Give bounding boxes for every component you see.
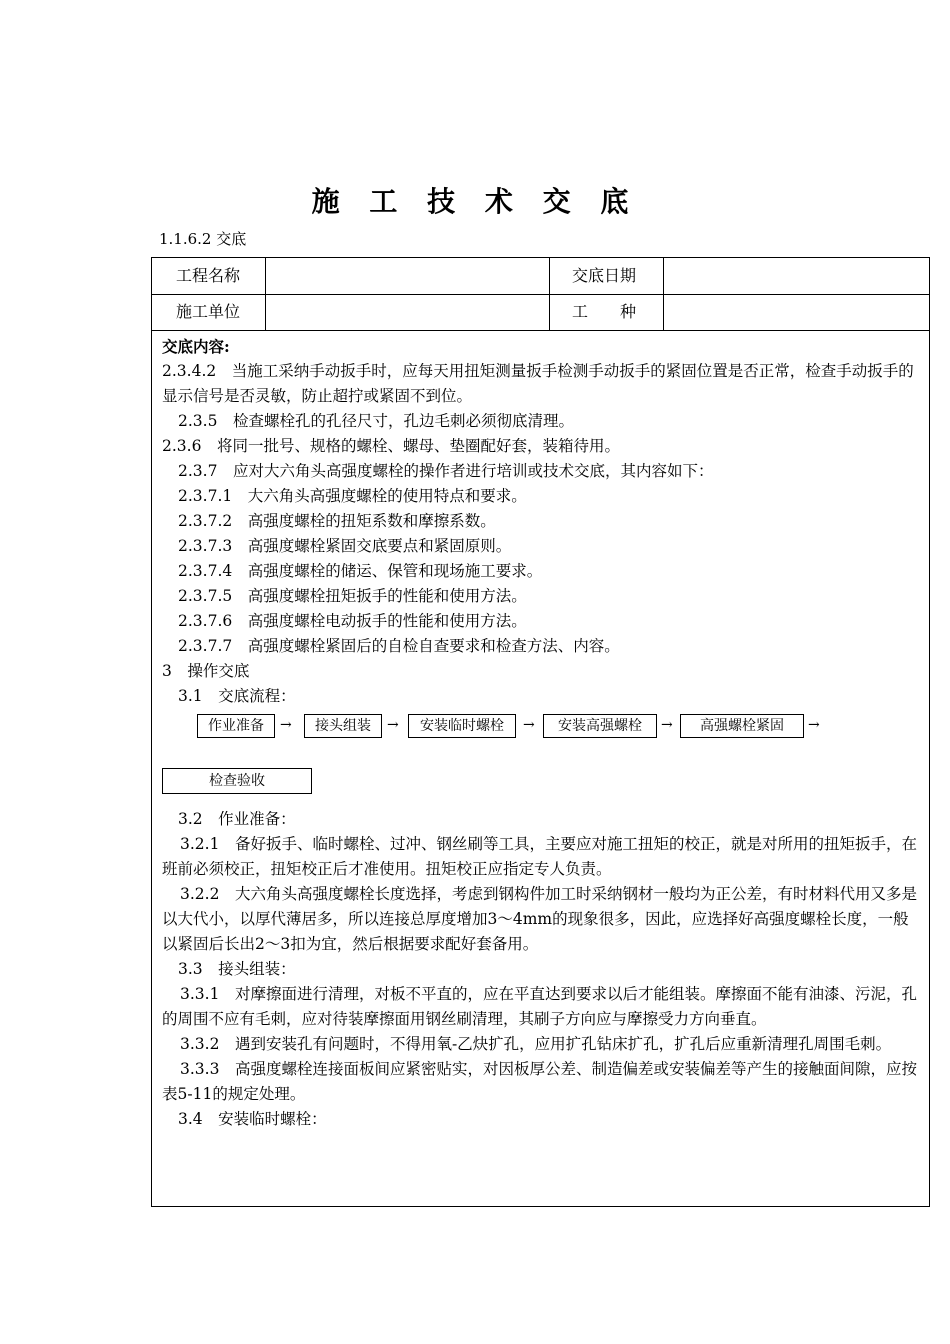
flow-step: 高强螺栓紧固 bbox=[680, 714, 804, 738]
flow-arrow: → bbox=[661, 717, 673, 733]
col-divider bbox=[663, 258, 664, 330]
col-divider bbox=[265, 258, 266, 330]
flow-arrow: → bbox=[387, 717, 399, 733]
content-line: 2.3.5 检查螺栓孔的孔径尺寸，孔边毛刺必须彻底清理。 bbox=[178, 412, 574, 430]
content-line: 3.3.1 对摩擦面进行清理，对板不平直的，应在平直达到要求以后才能组装。摩擦面不能有油漆、污泥，孔的周围不应有毛刺，应对待装摩擦面用钢丝刷清理，其刷子方向应与摩擦受力方向垂直。 bbox=[162, 985, 917, 1028]
section-heading: 3 操作交底 bbox=[162, 662, 250, 680]
content-line: 3.2 作业准备： bbox=[178, 810, 296, 828]
flow-step: 接头组装 bbox=[304, 714, 382, 738]
content-line: 2.3.7.4 高强度螺栓的储运、保管和现场施工要求。 bbox=[178, 562, 543, 580]
col-divider bbox=[549, 258, 550, 330]
unit-label: 施工单位 bbox=[176, 302, 241, 321]
content-line: 2.3.6 将同一批号、规格的螺栓、螺母、垫圈配好套，装箱待用。 bbox=[162, 437, 620, 455]
flow-step: 安装高强螺栓 bbox=[543, 714, 657, 738]
row-divider bbox=[152, 330, 929, 331]
content-line: 2.3.7 应对大六角头高强度螺栓的操作者进行培训或技术交底，其内容如下： bbox=[178, 462, 714, 480]
flow-step: 安装临时螺栓 bbox=[408, 714, 516, 738]
content-line: 3.2.1 备好扳手、临时螺栓、过冲、钢丝刷等工具，主要应对施工扭矩的校正，就是对所用的扭矩扳手，在班前必须校正，扭矩校正后才准使用。扭矩校正应指定专人负责。 bbox=[162, 835, 917, 878]
content-line: 3.3.3 高强度螺栓连接面板间应紧密贴实，对因板厚公差、制造偏差或安装偏差等产生的接触面间隙，应按表5-11的规定处理。 bbox=[162, 1060, 917, 1103]
process-flow bbox=[162, 711, 922, 807]
flow-arrow: → bbox=[523, 717, 535, 733]
disclosure-content bbox=[162, 334, 922, 1132]
flow-arrow: → bbox=[280, 717, 292, 733]
disclosure-table bbox=[151, 257, 930, 1207]
content-line: 2.3.7.1 大六角头高强度螺栓的使用特点和要求。 bbox=[178, 487, 527, 505]
flow-step: 作业准备 bbox=[197, 714, 275, 738]
content-line: 2.3.4.2 当施工采纳手动扳手时，应每天用扭矩测量扳手检测手动扳手的紧固位置是否正常，检查手动扳手的显示信号是否灵敏，防止超拧或紧固不到位。 bbox=[162, 362, 914, 405]
content-line: 2.3.7.3 高强度螺栓紧固交底要点和紧固原则。 bbox=[178, 537, 512, 555]
project-name-label: 工程名称 bbox=[176, 266, 241, 285]
trade-label: 工 种 bbox=[572, 302, 637, 321]
content-line: 3.2.2 大六角头高强度螺栓长度选择，考虑到钢构件加工时采纳钢材一般均为正公差，有时材料代用又多是以大代小，以厚代薄居多，所以连接总厚度增加3～4mm的现象很多，因此，应选择好高强度螺栓长度，一般以紧固后长出2～3扣为宜，然后根据要求配好套备用。 bbox=[162, 885, 917, 953]
content-line: 2.3.7.7 高强度螺栓紧固后的自检自查要求和检查方法、内容。 bbox=[178, 637, 620, 655]
content-heading: 交底内容: bbox=[162, 337, 230, 356]
date-label: 交底日期 bbox=[572, 266, 637, 285]
content-line: 3.1 交底流程： bbox=[178, 687, 296, 705]
flow-step: 检查验收 bbox=[162, 768, 312, 794]
content-line: 3.3.2 遇到安装孔有问题时，不得用氧-乙炔扩孔，应用扩孔钻床扩孔，扩孔后应重新清理孔周围毛刺。 bbox=[180, 1035, 892, 1053]
content-line: 2.3.7.5 高强度螺栓扭矩扳手的性能和使用方法。 bbox=[178, 587, 527, 605]
content-line: 3.3 接头组装： bbox=[178, 960, 296, 978]
content-line: 3.4 安装临时螺栓： bbox=[178, 1110, 327, 1128]
document-title: 施 工 技 术 交 底 bbox=[311, 185, 639, 218]
document-code: 1.1.6.2 交底 bbox=[159, 230, 247, 248]
row-divider bbox=[152, 294, 929, 295]
content-line: 2.3.7.6 高强度螺栓电动扳手的性能和使用方法。 bbox=[178, 612, 527, 630]
flow-arrow: → bbox=[808, 717, 820, 733]
content-line: 2.3.7.2 高强度螺栓的扭矩系数和摩擦系数。 bbox=[178, 512, 496, 530]
